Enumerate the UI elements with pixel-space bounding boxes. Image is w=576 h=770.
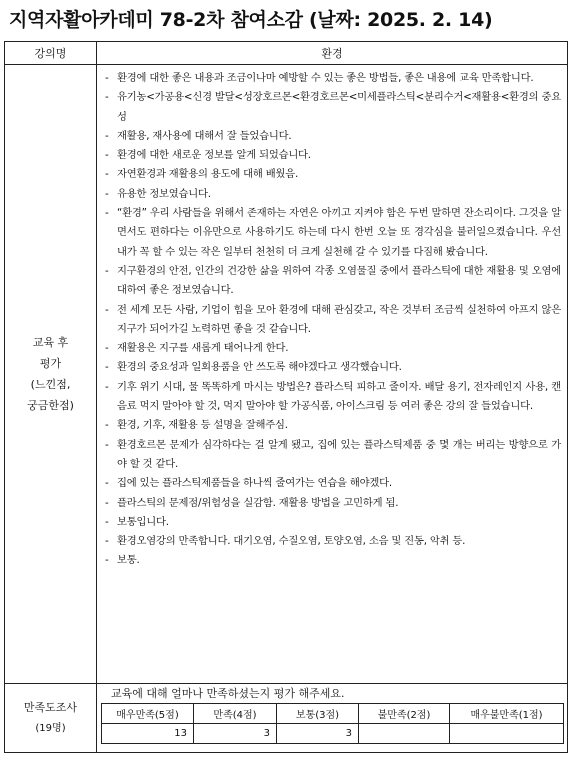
feedback-item: - 재활용, 재사용에 대해서 잘 들었습니다. bbox=[103, 127, 561, 146]
rating-header-very-satisfied: 매우만족(5점) bbox=[102, 704, 194, 724]
satisfaction-label bbox=[5, 684, 97, 753]
evaluation-label bbox=[5, 65, 97, 684]
evaluation-label-line: 궁금한점) bbox=[27, 399, 74, 412]
feedback-cell bbox=[97, 65, 568, 684]
feedback-item: - 보통. bbox=[103, 551, 561, 570]
rating-header-dissatisfied: 불만족(2점) bbox=[359, 704, 450, 724]
page-title: 지역자활아카데미 78-2차 참여소감 (날짜: 2025. 2. 14) bbox=[9, 9, 493, 31]
feedback-item: - 환경, 기후, 재활용 등 설명을 잘해주심. bbox=[103, 416, 561, 435]
feedback-item: - 지구환경의 안전, 인간의 건강한 삶을 위하여 각종 오염물질 중에서 플라스틱에 대한 재활용 및 오염에 대하여 좋은 정보였습니다. bbox=[103, 262, 561, 301]
feedback-item: - 기후 위기 시대, 물 똑똑하게 마시는 방법은? 플라스틱 피하고 줄이자. 배달 용기, 전자레인지 사용, 캔 음료 먹지 말아야 할 것, 먹지 말아야 할 가공식품, 아이스크림 등 여러 좋은 강의 잘 들었습니다. bbox=[103, 378, 561, 417]
rating-count-neutral: 3 bbox=[277, 724, 359, 744]
feedback-item: - 환경에 대한 새로운 정보를 알게 되었습니다. bbox=[103, 146, 561, 165]
rating-count-very-satisfied: 13 bbox=[102, 724, 194, 744]
rating-header-satisfied: 만족(4점) bbox=[194, 704, 277, 724]
rating-header-neutral: 보통(3점) bbox=[277, 704, 359, 724]
feedback-item: - “환경” 우리 사람들을 위해서 존재하는 자연은 아끼고 지켜야 함은 두번 말하면 잔소리이다. 그것을 알면서도 편하다는 이유만으로 사용하기도 하는데 다시 한번 오늘 또 경각심을 불러일으켰습니다. 우선 내가 꼭 할 수 있는 작은 일부터 천천히 더 크게 실천해 갈 수 있기를 다짐해 봤습니다. bbox=[103, 204, 561, 262]
satisfaction-title: 만족도조사 bbox=[23, 701, 78, 714]
rating-count-very-dissatisfied bbox=[450, 724, 564, 744]
evaluation-label-line: 평가 bbox=[39, 357, 62, 370]
feedback-item: - 유기농<가공용<신경 발달<성장호르몬<환경호르몬<미세플라스틱<분리수거<재활용<환경의 중요성 bbox=[103, 88, 561, 127]
feedback-item: - 환경에 대한 좋은 내용과 조금이나마 예방할 수 있는 좋은 방법들, 좋은 내용에 교육 만족합니다. bbox=[103, 69, 561, 88]
feedback-item: - 전 세계 모든 사람, 기업이 힘을 모아 환경에 대해 관심갖고, 작은 것부터 조금씩 실천하여 아프지 않은 지구가 되어가길 노력하면 좋을 것 같습니다. bbox=[103, 301, 561, 340]
feedback-item: - 환경호르몬 문제가 심각하다는 걸 알게 됐고, 집에 있는 플라스틱제품 중 몇 개는 버리는 방향으로 가야 할 것 같다. bbox=[103, 436, 561, 475]
respondent-count: (19명) bbox=[35, 723, 66, 734]
feedback-list bbox=[103, 69, 561, 571]
satisfaction-cell bbox=[97, 684, 568, 753]
feedback-item: - 환경오염강의 만족합니다. 대기오염, 수질오염, 토양오염, 소음 및 진동, 악취 등. bbox=[103, 532, 561, 551]
survey-table bbox=[4, 41, 568, 753]
feedback-item: - 보통입니다. bbox=[103, 513, 561, 532]
feedback-item: - 플라스틱의 문제점/위험성을 실감함. 재활용 방법을 고민하게 됨. bbox=[103, 494, 561, 513]
lecture-name-header: 강의명 bbox=[5, 42, 97, 65]
feedback-item: - 유용한 정보였습니다. bbox=[103, 185, 561, 204]
evaluation-label-line: (느낀점, bbox=[30, 378, 71, 391]
feedback-item: - 재활용은 지구를 새롭게 태어나게 한다. bbox=[103, 339, 561, 358]
feedback-item: - 자연환경과 재활용의 용도에 대해 배웠음. bbox=[103, 165, 561, 184]
rating-count-dissatisfied bbox=[359, 724, 450, 744]
rating-header-very-dissatisfied: 매우불만족(1점) bbox=[450, 704, 564, 724]
lecture-name-value: 환경 bbox=[97, 42, 568, 65]
feedback-item: - 집에 있는 플라스틱제품들을 하나씩 줄여가는 연습을 해야겠다. bbox=[103, 474, 561, 493]
rating-count-satisfied: 3 bbox=[194, 724, 277, 744]
feedback-item: - 환경의 중요성과 일회용품을 안 쓰도록 해야겠다고 생각했습니다. bbox=[103, 358, 561, 377]
satisfaction-table bbox=[101, 703, 564, 744]
evaluation-label-line: 교육 후 bbox=[32, 336, 69, 349]
satisfaction-question: 교육에 대해 얼마나 만족하셨는지 평가 해주세요. bbox=[111, 687, 345, 700]
